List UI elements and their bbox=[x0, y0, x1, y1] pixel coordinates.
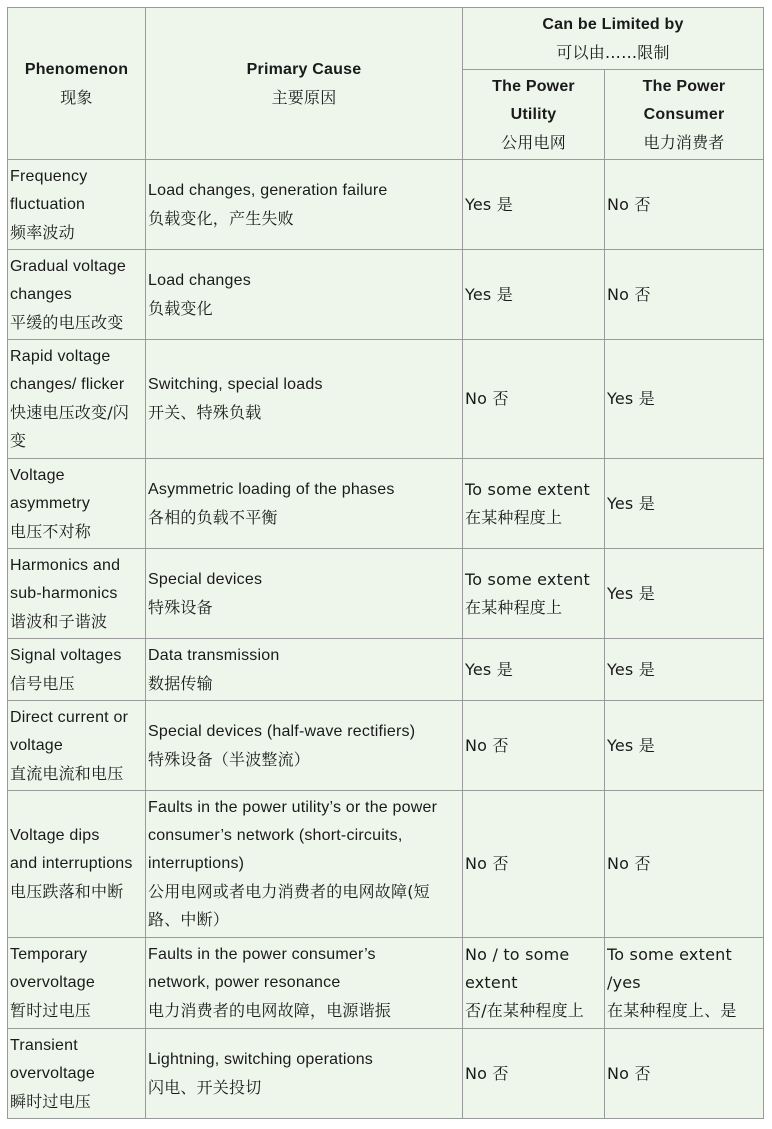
cause-zh-line: 各相的负载不平衡 bbox=[148, 507, 278, 527]
cause-zh-line: 负载变化，产生失败 bbox=[148, 208, 294, 228]
consumer-line: No 否 bbox=[607, 194, 651, 214]
primary-cause-cell bbox=[146, 340, 463, 459]
consumer-cell bbox=[605, 1029, 764, 1119]
utility-line: 在某种程度上 bbox=[465, 597, 563, 617]
cause-en-line: Faults in the power utility’s or the power bbox=[148, 799, 438, 816]
cause-en-line: Switching, special loads bbox=[148, 376, 323, 393]
utility-cell bbox=[463, 459, 605, 549]
consumer-line: Yes 是 bbox=[607, 389, 655, 408]
primary-cause-cell bbox=[146, 250, 463, 340]
phenomenon-zh: 电压跌落和中断 bbox=[10, 882, 124, 901]
phenomenon-cell bbox=[8, 791, 146, 938]
phenomenon-zh: 快速电压改变/闪变 bbox=[10, 403, 129, 450]
phenomenon-zh: 暂时过电压 bbox=[10, 1001, 92, 1020]
table-row bbox=[8, 701, 764, 791]
consumer-cell bbox=[605, 639, 764, 701]
table-row bbox=[8, 250, 764, 340]
header-phenomenon: Phenomenon 现象 bbox=[8, 8, 146, 160]
cause-en-line: Special devices (half-wave rectifiers) bbox=[148, 722, 416, 740]
cause-en-line: Data transmission bbox=[148, 646, 280, 664]
utility-line: No 否 bbox=[465, 735, 509, 755]
primary-cause-cell bbox=[146, 549, 463, 639]
utility-line: 否/在某种程度上 bbox=[465, 1001, 584, 1020]
consumer-line: 在某种程度上、是 bbox=[607, 1001, 737, 1020]
utility-line: No 否 bbox=[465, 389, 509, 408]
header-power-utility: The Power Utility 公用电网 bbox=[463, 70, 605, 160]
phenomenon-zh: 瞬时过电压 bbox=[10, 1091, 92, 1111]
table-row bbox=[8, 1029, 764, 1119]
table-row bbox=[8, 160, 764, 250]
cause-en-line: Special devices bbox=[148, 570, 263, 588]
utility-line: Yes 是 bbox=[465, 284, 513, 304]
phenomenon-cell bbox=[8, 701, 146, 791]
cause-zh-line: 电力消费者的电网故障，电源谐振 bbox=[148, 1001, 392, 1020]
cause-zh-line: 开关、特殊负载 bbox=[148, 403, 262, 422]
phenomenon-zh: 频率波动 bbox=[10, 222, 75, 242]
consumer-cell bbox=[605, 549, 764, 639]
utility-cell bbox=[463, 340, 605, 459]
consumer-line: /yes bbox=[607, 973, 641, 992]
phenomenon-en-line: Rapid voltage bbox=[10, 348, 111, 365]
phenomenon-zh: 平缓的电压改变 bbox=[10, 312, 124, 332]
utility-line: No 否 bbox=[465, 854, 509, 873]
consumer-line: No 否 bbox=[607, 1063, 651, 1083]
utility-cell bbox=[463, 549, 605, 639]
phenomenon-en-line: changes bbox=[10, 285, 72, 303]
table-row bbox=[8, 791, 764, 938]
primary-cause-cell bbox=[146, 791, 463, 938]
phenomenon-en-line: fluctuation bbox=[10, 195, 86, 213]
header-primary-cause: Primary Cause 主要原因 bbox=[146, 8, 463, 160]
consumer-line: Yes 是 bbox=[607, 735, 655, 755]
table-row bbox=[8, 340, 764, 459]
cause-en-line: network, power resonance bbox=[148, 974, 341, 991]
phenomenon-en-line: Harmonics and bbox=[10, 556, 121, 574]
header-row-top bbox=[8, 8, 764, 70]
primary-cause-cell bbox=[146, 459, 463, 549]
cause-zh-line: 闪电、开关投切 bbox=[148, 1077, 262, 1097]
cause-zh-line: 特殊设备 bbox=[148, 597, 213, 617]
primary-cause-cell bbox=[146, 1029, 463, 1119]
table-row bbox=[8, 938, 764, 1029]
cause-zh-line: 特殊设备（半波整流） bbox=[148, 749, 311, 769]
utility-line: extent bbox=[465, 973, 518, 992]
cause-zh-line: 数据传输 bbox=[148, 673, 213, 693]
power-quality-table-container bbox=[7, 7, 763, 1119]
phenomenon-en-line: Transient bbox=[10, 1036, 78, 1054]
utility-line: To some extent bbox=[465, 569, 590, 589]
phenomenon-en-line: Temporary bbox=[10, 946, 88, 963]
consumer-line: Yes 是 bbox=[607, 493, 655, 513]
phenomenon-en-line: and interruptions bbox=[10, 855, 133, 872]
primary-cause-cell bbox=[146, 639, 463, 701]
primary-cause-cell bbox=[146, 938, 463, 1029]
consumer-cell bbox=[605, 938, 764, 1029]
header-power-consumer: The Power Consumer 电力消费者 bbox=[605, 70, 764, 160]
phenomenon-en-line: Gradual voltage bbox=[10, 257, 126, 275]
consumer-cell bbox=[605, 250, 764, 340]
cause-en-line: Asymmetric loading of the phases bbox=[148, 480, 395, 498]
consumer-line: Yes 是 bbox=[607, 659, 655, 679]
phenomenon-en-line: overvoltage bbox=[10, 1064, 95, 1082]
phenomenon-zh: 直流电流和电压 bbox=[10, 763, 124, 783]
utility-cell bbox=[463, 639, 605, 701]
phenomenon-en-line: Frequency bbox=[10, 167, 88, 185]
utility-cell bbox=[463, 701, 605, 791]
cause-zh-line: 负载变化 bbox=[148, 298, 213, 318]
cause-zh-line: 路、中断） bbox=[148, 910, 230, 929]
phenomenon-en-line: changes/ flicker bbox=[10, 376, 125, 393]
table-row bbox=[8, 549, 764, 639]
primary-cause-cell bbox=[146, 160, 463, 250]
utility-cell bbox=[463, 938, 605, 1029]
cause-en-line: consumer’s network (short-circuits, bbox=[148, 827, 403, 844]
table-body bbox=[8, 160, 764, 1119]
phenomenon-cell bbox=[8, 250, 146, 340]
phenomenon-zh: 谐波和子谐波 bbox=[10, 611, 108, 631]
cause-en-line: Faults in the power consumer’s bbox=[148, 946, 376, 963]
consumer-cell bbox=[605, 340, 764, 459]
utility-line: 在某种程度上 bbox=[465, 507, 563, 527]
consumer-cell bbox=[605, 160, 764, 250]
utility-line: Yes 是 bbox=[465, 659, 513, 679]
utility-line: No 否 bbox=[465, 1063, 509, 1083]
consumer-line: No 否 bbox=[607, 854, 651, 873]
phenomenon-zh: 电压不对称 bbox=[10, 521, 92, 541]
phenomenon-cell bbox=[8, 459, 146, 549]
consumer-line: Yes 是 bbox=[607, 583, 655, 603]
cause-zh-line: 公用电网或者电力消费者的电网故障(短 bbox=[148, 882, 430, 901]
phenomenon-en-line: voltage bbox=[10, 736, 63, 754]
utility-line: Yes 是 bbox=[465, 194, 513, 214]
cause-en-line: Load changes, generation failure bbox=[148, 181, 388, 199]
utility-cell bbox=[463, 1029, 605, 1119]
consumer-cell bbox=[605, 701, 764, 791]
utility-cell bbox=[463, 250, 605, 340]
phenomenon-cell bbox=[8, 340, 146, 459]
primary-cause-cell bbox=[146, 701, 463, 791]
utility-line: No / to some bbox=[465, 945, 570, 964]
phenomenon-cell bbox=[8, 639, 146, 701]
phenomenon-zh: 信号电压 bbox=[10, 673, 75, 693]
consumer-line: To some extent bbox=[607, 945, 732, 964]
utility-cell bbox=[463, 160, 605, 250]
consumer-cell bbox=[605, 791, 764, 938]
phenomenon-cell bbox=[8, 938, 146, 1029]
table-row bbox=[8, 639, 764, 701]
table-row bbox=[8, 459, 764, 549]
cause-en-line: Load changes bbox=[148, 271, 251, 289]
header-can-be-limited-by: Can be Limited by 可以由……限制 bbox=[463, 8, 764, 70]
phenomenon-cell bbox=[8, 160, 146, 250]
consumer-line: No 否 bbox=[607, 284, 651, 304]
phenomenon-cell bbox=[8, 549, 146, 639]
utility-line: To some extent bbox=[465, 479, 590, 499]
consumer-cell bbox=[605, 459, 764, 549]
phenomenon-en-line: asymmetry bbox=[10, 494, 91, 512]
phenomenon-en-line: Voltage dips bbox=[10, 827, 100, 844]
power-quality-table bbox=[7, 7, 764, 1119]
phenomenon-en-line: sub-harmonics bbox=[10, 584, 118, 602]
utility-cell bbox=[463, 791, 605, 938]
cause-en-line: Lightning, switching operations bbox=[148, 1050, 374, 1068]
phenomenon-en-line: Voltage bbox=[10, 466, 65, 484]
phenomenon-en-line: Signal voltages bbox=[10, 646, 122, 664]
phenomenon-en-line: Direct current or bbox=[10, 708, 129, 726]
cause-en-line: interruptions) bbox=[148, 855, 245, 872]
phenomenon-en-line: overvoltage bbox=[10, 974, 95, 991]
phenomenon-cell bbox=[8, 1029, 146, 1119]
